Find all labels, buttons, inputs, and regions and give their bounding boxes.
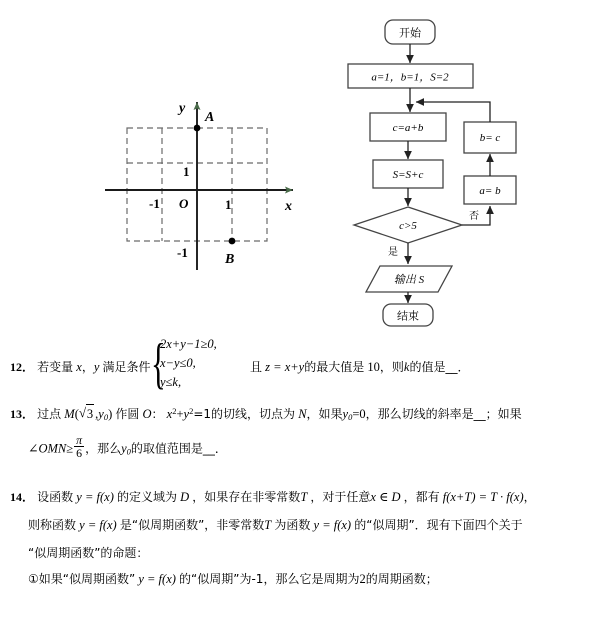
problem-14-functional-eq: f(x+T) = T · f(x) bbox=[442, 490, 524, 504]
problem-13-t4: ，那么切线的斜率是__；如果 bbox=[365, 407, 522, 421]
problem-12-objective: z = x+y bbox=[265, 360, 305, 374]
tick-label-y-pos1: 1 bbox=[183, 164, 190, 179]
problem-13-eq-x-exp: 2 bbox=[172, 406, 177, 417]
flow-assign-b-label: b= c bbox=[479, 132, 501, 144]
fraction-pi-over-6 bbox=[74, 434, 84, 460]
coordinate-graph-figure bbox=[105, 92, 333, 287]
problem-12-blank: 的值是__． bbox=[409, 360, 470, 374]
problem-13-paren-open: ( bbox=[74, 407, 79, 421]
problem-14-l4-function: y = f(x) bbox=[138, 572, 176, 586]
problem-14-l2-function-2: y = f(x) bbox=[313, 518, 352, 532]
problem-13-l2-t1: ，那么 bbox=[85, 441, 122, 456]
problem-14-const-t: T bbox=[300, 490, 308, 504]
problem-13-point-n: N bbox=[298, 407, 307, 421]
problem-12-comma: ， bbox=[81, 360, 94, 374]
problem-14-l2-b: 是“似周期函数”，非零常数 bbox=[119, 518, 265, 532]
problem-14-l1-b: 的定义域为 bbox=[117, 490, 178, 504]
problem-13-l2-y0: y bbox=[121, 441, 127, 456]
problem-13-sqrt-radicand: 3 bbox=[86, 404, 94, 424]
problem-14-l2-d: 的“似周期”．现有下面四个关于 bbox=[354, 518, 523, 532]
problem-14-l4-b: 的“似周期”为-1，那么它是周期为 bbox=[179, 572, 360, 586]
problem-13-circle-o: O bbox=[142, 407, 152, 421]
problem-13-y0b-sub: 0 bbox=[348, 412, 353, 423]
problem-14-line-3: “似周期函数”的命题： bbox=[28, 546, 149, 560]
problem-14-l2-function: y = f(x) bbox=[79, 518, 117, 532]
problem-12-max-text: 的最大值是 bbox=[304, 360, 365, 374]
problem-12-constraint-3: y≤k, bbox=[160, 375, 182, 389]
problem-14-line-4 bbox=[28, 570, 438, 589]
problem-12-system-brace: { bbox=[151, 333, 166, 395]
flowchart-svg bbox=[330, 8, 560, 330]
flow-accumulate-s-label: S=S+c bbox=[392, 169, 424, 181]
tick-label-x-pos1: 1 bbox=[225, 197, 232, 212]
problem-12 bbox=[0, 332, 600, 404]
problem-13-point-m: M bbox=[64, 407, 75, 421]
problem-12-system bbox=[160, 335, 217, 392]
problem-13-line-1 bbox=[10, 404, 522, 424]
problem-14-l4-period: 2 bbox=[359, 572, 366, 586]
problem-13-ge: ≥ bbox=[66, 441, 74, 456]
problem-13-eq-y-exp: 2 bbox=[189, 406, 194, 417]
sqrt-icon bbox=[79, 404, 95, 424]
problem-14-l4-c: 的周期函数； bbox=[365, 572, 438, 586]
problem-14-line-1 bbox=[10, 488, 536, 507]
problem-14-x-in-d: x ∈ D bbox=[370, 490, 401, 504]
fraction-denominator: 6 bbox=[74, 446, 84, 459]
problem-12-constraint-2: x−y≤0, bbox=[160, 356, 196, 370]
problem-13-t2: 作圆 bbox=[115, 407, 140, 421]
problem-12-var-y: y bbox=[93, 360, 100, 374]
flow-decision-label: c>5 bbox=[399, 220, 417, 232]
problem-13-eq-plus: + bbox=[176, 407, 184, 421]
problem-13-eq-y: y bbox=[183, 407, 190, 421]
problem-12-var-k: k bbox=[403, 360, 410, 374]
problem-12-tail bbox=[250, 358, 469, 377]
flow-yes-label: 是 bbox=[388, 247, 398, 258]
problem-12-var-x: x bbox=[76, 360, 82, 374]
problem-12-max-value: 10 bbox=[367, 360, 380, 374]
problem-14-l1-e: ，都有 bbox=[403, 490, 440, 504]
tick-label-x-neg1: -1 bbox=[149, 196, 160, 211]
flow-output-label: 输出 S bbox=[393, 274, 425, 286]
flow-compute-c-label: c=a+b bbox=[392, 122, 424, 134]
problem-13-eq-rest: =1的切线，切点为 bbox=[193, 407, 296, 421]
problem-14-l2-const-t: T bbox=[264, 518, 272, 532]
problem-13-m-comma: , bbox=[95, 407, 99, 421]
flow-start-label: 开始 bbox=[399, 27, 421, 40]
problem-14-l1-c: ，如果存在非零常数 bbox=[192, 490, 301, 504]
problem-12-constraint-1: 2x+y−1≥0, bbox=[160, 337, 217, 351]
point-a-dot bbox=[194, 125, 201, 132]
problem-12-lead-text: 若变量 bbox=[37, 360, 74, 374]
flowchart-figure bbox=[330, 8, 560, 330]
problem-13-paren-close: ) bbox=[108, 407, 113, 421]
problem-14-line-2 bbox=[28, 516, 523, 535]
problem-14-l2-c: 为函数 bbox=[274, 518, 311, 532]
origin-label: O bbox=[179, 196, 189, 211]
problem-14-l1-d: ，对于任意 bbox=[310, 490, 371, 504]
problem-13-line-2 bbox=[28, 434, 227, 460]
problem-14-domain-d: D bbox=[180, 490, 190, 504]
point-a-label: A bbox=[205, 110, 215, 125]
problem-13-eq-x: x bbox=[166, 407, 173, 421]
coordinate-graph-svg bbox=[105, 92, 333, 287]
problem-13-m-y0: y bbox=[98, 407, 104, 421]
problem-13-l2-y0-sub: 0 bbox=[126, 446, 131, 457]
problem-12-lead bbox=[10, 358, 151, 377]
problem-13-m-y0-sub: 0 bbox=[103, 412, 109, 423]
problem-14-l4-a: ①如果“似周期函数” bbox=[28, 572, 136, 586]
problem-14-l1-a: 设函数 bbox=[37, 490, 74, 504]
problem-13-y0b: y bbox=[342, 407, 349, 421]
problem-12-then: ，则 bbox=[379, 360, 404, 374]
x-axis-label: x bbox=[285, 199, 292, 214]
point-b-dot bbox=[229, 238, 236, 245]
y-axis-label: y bbox=[179, 101, 186, 116]
flow-end-label: 结束 bbox=[397, 310, 419, 323]
problem-12-number: 12． bbox=[10, 360, 35, 374]
problem-13-l2-t2: 的取值范围是__． bbox=[130, 441, 227, 456]
flow-assign-a-label: a= b bbox=[479, 185, 501, 197]
problem-13-number: 13． bbox=[10, 407, 35, 421]
problem-13-t3: ，如果 bbox=[306, 407, 343, 421]
flow-init-label: a=1，b=1，S=2 bbox=[371, 71, 449, 84]
problem-14-l1-f2: ， bbox=[523, 490, 536, 504]
problem-13-y0b-eq: =0 bbox=[352, 407, 366, 421]
problem-13-t1: 过点 bbox=[37, 407, 62, 421]
problem-14-number: 14． bbox=[10, 490, 35, 504]
fraction-numerator: π bbox=[76, 433, 83, 447]
point-b-label: B bbox=[225, 252, 235, 267]
problem-12-condition-word: 满足条件 bbox=[102, 360, 151, 374]
problem-14-l1-function: y = f(x) bbox=[76, 490, 114, 504]
problem-14-l2-a: 则称函数 bbox=[28, 518, 77, 532]
problem-12-and: 且 bbox=[250, 360, 263, 374]
flow-no-label: 否 bbox=[469, 211, 479, 222]
tick-label-y-neg1: -1 bbox=[177, 245, 188, 260]
problem-13-colon: ： bbox=[151, 407, 164, 421]
problem-13-angle-omn: ∠OMN bbox=[28, 441, 67, 456]
